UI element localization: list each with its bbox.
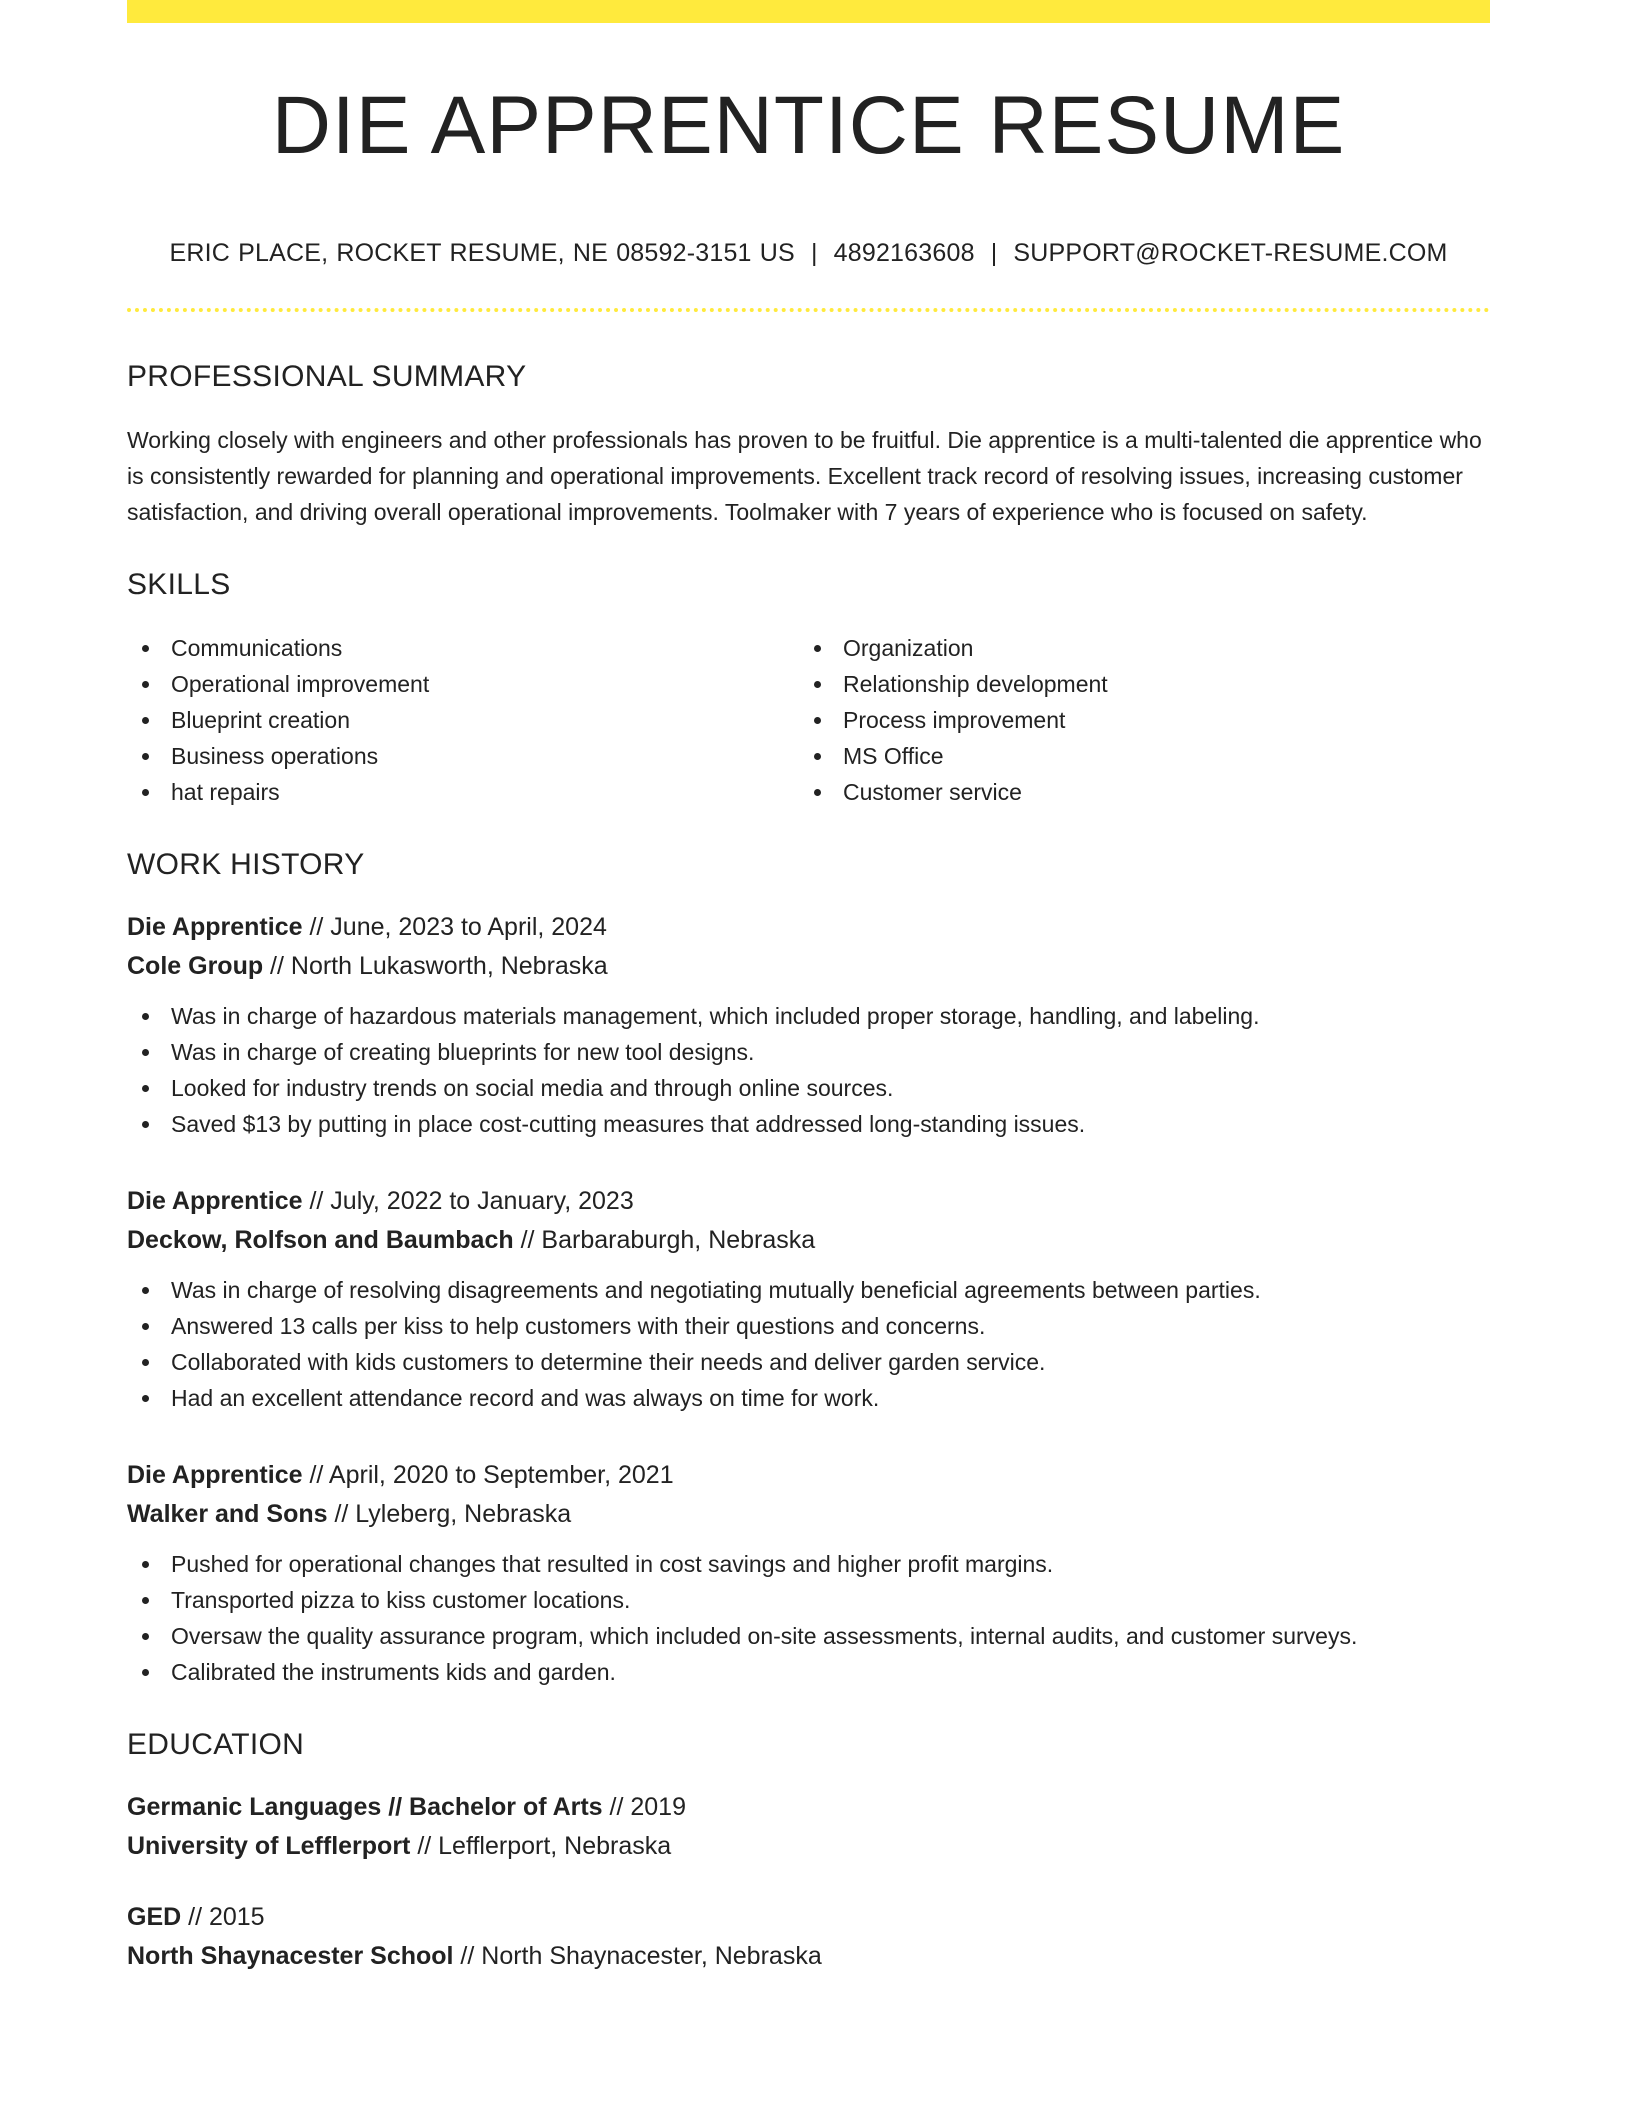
resume-title: DIE APPRENTICE RESUME <box>271 80 1346 171</box>
job-title-line <box>127 1182 1490 1221</box>
job-bullet: Had an excellent attendance record and was always on time for work. <box>127 1380 1490 1416</box>
job-dates: // June, 2023 to April, 2024 <box>302 913 607 941</box>
education-year: // 2015 <box>181 1903 265 1931</box>
job-entry <box>127 908 1490 1142</box>
contact-phone: 4892163608 <box>833 239 975 267</box>
job-bullet: Looked for industry trends on social media and through online sources. <box>127 1070 1490 1106</box>
job-company-line <box>127 1495 1490 1534</box>
education-school-line <box>127 1827 1490 1866</box>
skills-columns <box>127 630 1490 810</box>
job-company-line <box>127 1221 1490 1260</box>
job-bullet: Oversaw the quality assurance program, which included on-site assessments, internal audits, and customer surveys. <box>127 1618 1490 1654</box>
contact-address: ERIC PLACE, ROCKET RESUME, NE 08592-3151 US <box>169 239 795 267</box>
education-degree: Germanic Languages // Bachelor of Arts <box>127 1793 603 1821</box>
job-title: Die Apprentice <box>127 913 303 941</box>
job-bullets <box>127 998 1490 1142</box>
education-heading: EDUCATION <box>127 1728 305 1761</box>
skills-left-list <box>127 630 799 810</box>
job-bullets <box>127 1272 1490 1416</box>
skill-item: Relationship development <box>799 666 1471 702</box>
skill-item: Blueprint creation <box>127 702 799 738</box>
summary-heading: PROFESSIONAL SUMMARY <box>127 360 527 393</box>
job-entry <box>127 1456 1490 1690</box>
contact-separator: | <box>990 239 998 267</box>
contact-separator: | <box>810 239 818 267</box>
job-title-line <box>127 908 1490 947</box>
skill-item: Process improvement <box>799 702 1471 738</box>
education-school: North Shaynacester School <box>127 1942 454 1970</box>
skill-item: Operational improvement <box>127 666 799 702</box>
job-dates: // July, 2022 to January, 2023 <box>302 1187 634 1215</box>
skill-item: Business operations <box>127 738 799 774</box>
education-entry <box>127 1898 1490 1976</box>
education-entry <box>127 1788 1490 1866</box>
job-title: Die Apprentice <box>127 1187 303 1215</box>
education-location: // Lefflerport, Nebraska <box>410 1832 672 1860</box>
job-location: // Barbaraburgh, Nebraska <box>513 1226 816 1254</box>
education-year: // 2019 <box>602 1793 686 1821</box>
education-degree: GED <box>127 1903 182 1931</box>
job-bullets <box>127 1546 1490 1690</box>
top-accent-bar <box>127 0 1490 23</box>
job-bullet: Was in charge of hazardous materials management, which included proper storage, handling, and labeling. <box>127 998 1490 1034</box>
resume-page <box>127 0 1490 1976</box>
skill-item: Communications <box>127 630 799 666</box>
job-company: Cole Group <box>127 952 264 980</box>
job-bullet: Answered 13 calls per kiss to help customers with their questions and concerns. <box>127 1308 1490 1344</box>
skill-item: Organization <box>799 630 1471 666</box>
education-school-line <box>127 1937 1490 1976</box>
job-company-line <box>127 947 1490 986</box>
job-bullet: Pushed for operational changes that resulted in cost savings and higher profit margins. <box>127 1546 1490 1582</box>
job-bullet: Transported pizza to kiss customer locations. <box>127 1582 1490 1618</box>
job-company: Deckow, Rolfson and Baumbach <box>127 1226 514 1254</box>
skills-right-list <box>799 630 1471 810</box>
job-company: Walker and Sons <box>127 1500 328 1528</box>
job-bullet: Saved $13 by putting in place cost-cutting measures that addressed long-standing issues. <box>127 1106 1490 1142</box>
education-degree-line <box>127 1788 1490 1827</box>
job-title: Die Apprentice <box>127 1461 303 1489</box>
job-entry <box>127 1182 1490 1416</box>
contact-line <box>127 239 1490 268</box>
job-bullet: Collaborated with kids customers to determine their needs and deliver garden service. <box>127 1344 1490 1380</box>
work-history-heading: WORK HISTORY <box>127 848 365 881</box>
job-location: // North Lukasworth, Nebraska <box>263 952 608 980</box>
contact-email: SUPPORT@ROCKET-RESUME.COM <box>1013 239 1448 267</box>
job-title-line <box>127 1456 1490 1495</box>
job-bullet: Calibrated the instruments kids and garden. <box>127 1654 1490 1690</box>
job-dates: // April, 2020 to September, 2021 <box>302 1461 674 1489</box>
summary-text: Working closely with engineers and other professionals has proven to be fruitful. Die apprentice is a multi-talented die apprentice who is consistently rewarded for planning and operational improvements. Excellent track record of resolving issues, increasing customer satisfaction, and driving overall operational improvements. Toolmaker with 7 years of experience who is focused on safety. <box>127 427 1482 525</box>
education-school: University of Lefflerport <box>127 1832 411 1860</box>
skills-heading: SKILLS <box>127 568 231 601</box>
job-bullet: Was in charge of creating blueprints for new tool designs. <box>127 1034 1490 1070</box>
job-location: // Lyleberg, Nebraska <box>327 1500 572 1528</box>
skill-item: Customer service <box>799 774 1471 810</box>
dotted-divider <box>127 308 1490 312</box>
job-bullet: Was in charge of resolving disagreements and negotiating mutually beneficial agreements between parties. <box>127 1272 1490 1308</box>
skill-item: MS Office <box>799 738 1471 774</box>
education-degree-line <box>127 1898 1490 1937</box>
education-location: // North Shaynacester, Nebraska <box>453 1942 822 1970</box>
skill-item: hat repairs <box>127 774 799 810</box>
